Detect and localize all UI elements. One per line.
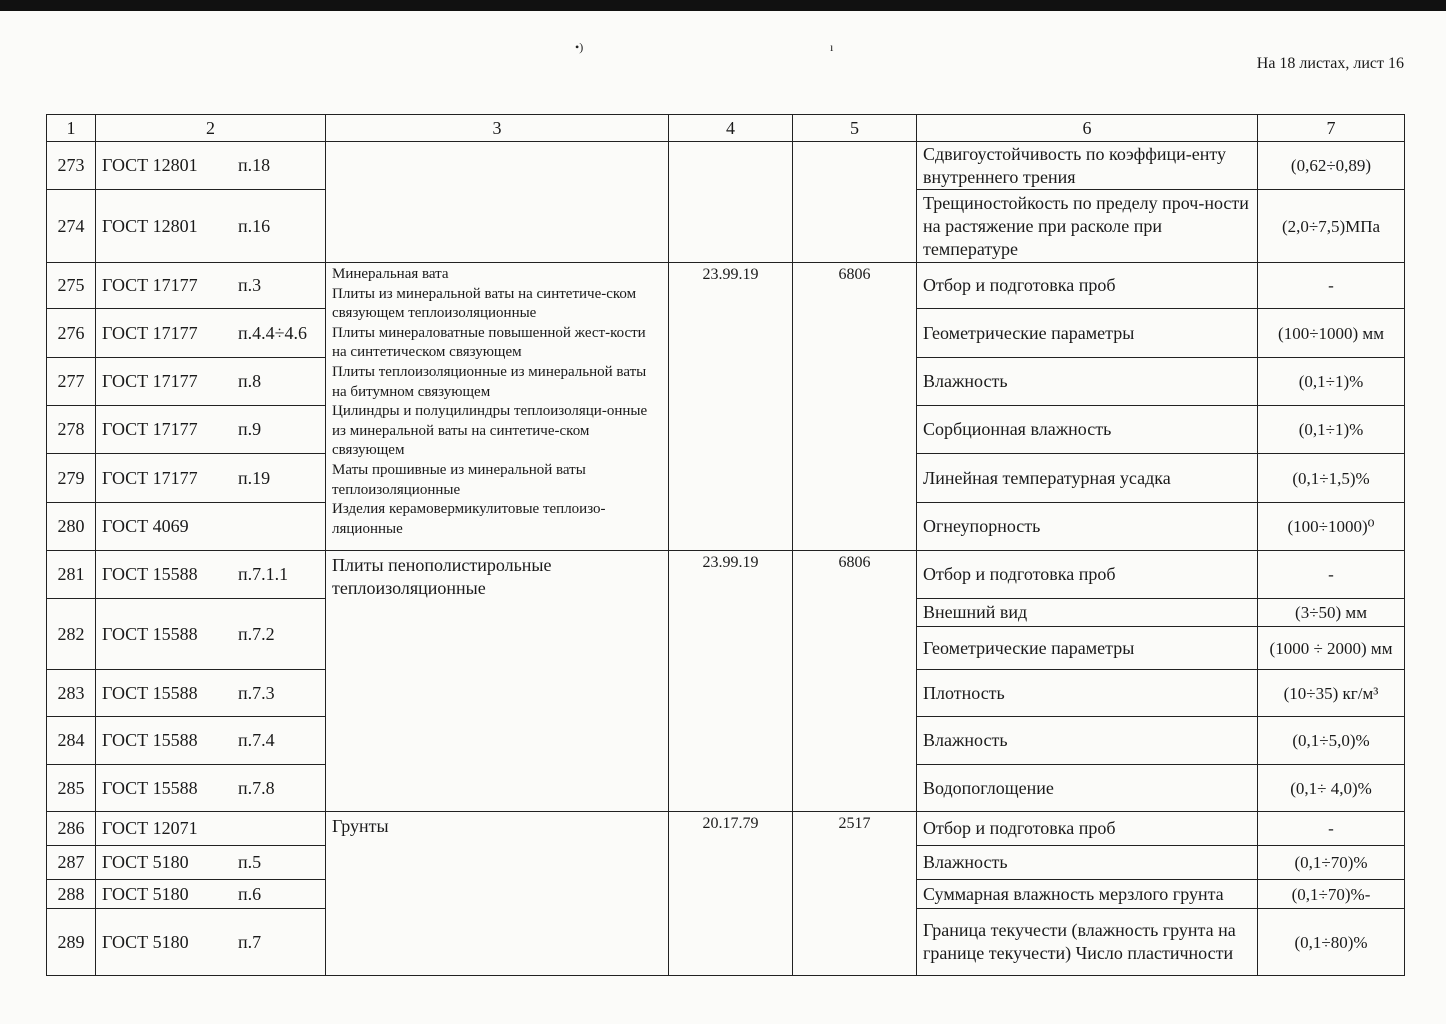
indicator: Трещиностойкость по пределу проч-ности на растяжение при расколе при температуре [916, 189, 1258, 263]
indicator: Геометрические параметры [916, 308, 1258, 358]
gost-standard: ГОСТ 17177 [102, 275, 198, 295]
okpd-code: 23.99.19 [668, 262, 793, 551]
gost-standard: ГОСТ 15588 [102, 682, 198, 703]
gost-clause: п.5 [238, 852, 262, 872]
row-number: 288 [46, 879, 96, 909]
scan-top-border [0, 0, 1446, 11]
gost-reference [95, 598, 326, 670]
row-number: 278 [46, 405, 96, 454]
product-description [325, 550, 669, 812]
row-number: 274 [46, 189, 96, 263]
measurement-range: (0,1÷ 4,0)% [1257, 764, 1405, 812]
column-header: 7 [1257, 114, 1405, 142]
gost-clause: п.6 [238, 883, 262, 904]
product-name: Минеральная вата [332, 266, 449, 282]
gost-standard: ГОСТ 17177 [102, 467, 198, 488]
gost-reference [95, 189, 326, 263]
row-number: 276 [46, 308, 96, 358]
indicator: Линейная температурная усадка [916, 453, 1258, 503]
row-number: 284 [46, 716, 96, 765]
gost-reference [95, 453, 326, 503]
gost-standard: ГОСТ 17177 [102, 419, 198, 439]
column-header: 6 [916, 114, 1258, 142]
product-name: Грунты [332, 816, 389, 836]
row-number: 289 [46, 908, 96, 976]
indicator: Водопоглощение [916, 764, 1258, 812]
product-name: Изделия керамовермикулитовые теплоизо-ляционные [332, 501, 606, 537]
product-name: Маты прошивные из минеральной ваты теплоизоляционные [332, 461, 586, 498]
row-number: 285 [46, 764, 96, 812]
row-number: 287 [46, 845, 96, 880]
gost-standard: ГОСТ 17177 [102, 322, 198, 343]
indicator: Отбор и подготовка проб [916, 811, 1258, 846]
measurement-range: (0,1÷1,5)% [1257, 453, 1405, 503]
gost-standard: ГОСТ 5180 [102, 852, 189, 872]
indicator: Граница текучести (влажность грунта на границе текучести) Число пластичности [916, 908, 1258, 976]
measurement-range: (100÷1000) мм [1257, 308, 1405, 358]
gost-clause: п.9 [238, 419, 262, 439]
measurement-range: - [1257, 262, 1405, 309]
column-header: 4 [668, 114, 793, 142]
measurement-range: (0,62÷0,89) [1257, 141, 1405, 190]
gost-reference [95, 357, 326, 406]
row-number: 281 [46, 550, 96, 599]
gost-reference [95, 262, 326, 309]
gost-standard: ГОСТ 12801 [102, 155, 198, 175]
measurement-range: - [1257, 811, 1405, 846]
measurement-range: (0,1÷70)% [1257, 845, 1405, 880]
product-name: Плиты минераловатные повышенной жест-кости на синтетическом связующем [332, 324, 646, 361]
tnved-code: 2517 [792, 811, 917, 976]
gost-clause: п.19 [238, 467, 271, 488]
indicator: Огнеупорность [916, 502, 1258, 551]
gost-clause: п.7 [238, 931, 262, 952]
indicator: Сорбционная влажность [916, 405, 1258, 454]
product-name: Цилиндры и полуцилиндры теплоизоляци-онные из минеральной ваты на синтетиче-ском связующем [332, 403, 648, 459]
indicator: Влажность [916, 845, 1258, 880]
indicator: Влажность [916, 357, 1258, 406]
product-name: Плиты из минеральной ваты на синтетиче-ском связующем теплоизоляционные [332, 285, 637, 322]
row-number: 283 [46, 669, 96, 717]
sheet-info: На 18 листах, лист 16 [1256, 55, 1404, 72]
empty-cell [668, 141, 793, 263]
product-name: Плиты пенополистирольные теплоизоляционные [332, 555, 552, 598]
gost-clause: п.4.4÷4.6 [238, 322, 308, 343]
gost-reference [95, 308, 326, 358]
gost-clause: п.3 [238, 275, 262, 295]
measurement-range: (0,1÷1)% [1257, 405, 1405, 454]
gost-clause: п.7.3 [238, 682, 275, 703]
okpd-code: 23.99.19 [668, 550, 793, 812]
indicator: Геометрические параметры [916, 626, 1258, 670]
gost-reference [95, 716, 326, 765]
gost-clause: п.7.1.1 [238, 564, 289, 584]
indicator: Плотность [916, 669, 1258, 717]
gost-reference [95, 669, 326, 717]
column-header: 5 [792, 114, 917, 142]
gost-reference [95, 141, 326, 190]
measurement-range: (3÷50) мм [1257, 598, 1405, 627]
gost-standard: ГОСТ 15588 [102, 777, 198, 798]
product-name: Плиты теплоизоляционные из минеральной ваты на битумном связующем [332, 363, 647, 400]
row-number: 279 [46, 453, 96, 503]
gost-reference [95, 879, 326, 909]
row-number: 282 [46, 598, 96, 670]
product-description [325, 262, 669, 551]
indicator: Отбор и подготовка проб [916, 550, 1258, 599]
gost-standard: ГОСТ 12071 [102, 818, 198, 838]
accreditation-table [46, 114, 1406, 975]
measurement-range: (0,1÷70)%- [1257, 879, 1405, 909]
measurement-range: (0,1÷1)% [1257, 357, 1405, 406]
gost-standard: ГОСТ 12801 [102, 215, 198, 236]
gost-reference [95, 908, 326, 976]
row-number: 275 [46, 262, 96, 309]
gost-reference [95, 502, 326, 551]
okpd-code: 20.17.79 [668, 811, 793, 976]
measurement-range: (10÷35) кг/м³ [1257, 669, 1405, 717]
column-header: 1 [46, 114, 96, 142]
row-number: 280 [46, 502, 96, 551]
gost-clause: п.16 [238, 215, 271, 236]
scan-speck: ı [830, 40, 834, 54]
gost-clause: п.7.8 [238, 777, 275, 798]
measurement-range: (2,0÷7,5)МПа [1257, 189, 1405, 263]
row-number: 273 [46, 141, 96, 190]
measurement-range: - [1257, 550, 1405, 599]
empty-cell [792, 141, 917, 263]
row-number: 277 [46, 357, 96, 406]
indicator: Внешний вид [916, 598, 1258, 627]
indicator: Отбор и подготовка проб [916, 262, 1258, 309]
measurement-range: (0,1÷80)% [1257, 908, 1405, 976]
indicator: Влажность [916, 716, 1258, 765]
gost-standard: ГОСТ 15588 [102, 564, 198, 584]
gost-standard: ГОСТ 15588 [102, 623, 198, 644]
gost-standard: ГОСТ 15588 [102, 730, 198, 750]
indicator: Сдвигоустойчивость по коэффици-енту внутреннего трения [916, 141, 1258, 190]
gost-standard: ГОСТ 5180 [102, 883, 189, 904]
product-description [325, 811, 669, 976]
gost-reference [95, 845, 326, 880]
gost-clause: п.7.2 [238, 623, 275, 644]
scan-speck: •) [575, 40, 584, 54]
gost-standard: ГОСТ 4069 [102, 516, 189, 536]
gost-reference [95, 405, 326, 454]
tnved-code: 6806 [792, 550, 917, 812]
gost-reference [95, 811, 326, 846]
measurement-range: (100÷1000)⁰ [1257, 502, 1405, 551]
empty-cell [325, 141, 669, 263]
row-number: 286 [46, 811, 96, 846]
tnved-code: 6806 [792, 262, 917, 551]
column-header: 2 [95, 114, 326, 142]
measurement-range: (0,1÷5,0)% [1257, 716, 1405, 765]
measurement-range: (1000 ÷ 2000) мм [1257, 626, 1405, 670]
gost-clause: п.8 [238, 371, 262, 391]
column-header: 3 [325, 114, 669, 142]
gost-clause: п.7.4 [238, 730, 275, 750]
gost-clause: п.18 [238, 155, 271, 175]
indicator: Суммарная влажность мерзлого грунта [916, 879, 1258, 909]
gost-reference [95, 764, 326, 812]
gost-standard: ГОСТ 17177 [102, 371, 198, 391]
gost-standard: ГОСТ 5180 [102, 931, 189, 952]
gost-reference [95, 550, 326, 599]
